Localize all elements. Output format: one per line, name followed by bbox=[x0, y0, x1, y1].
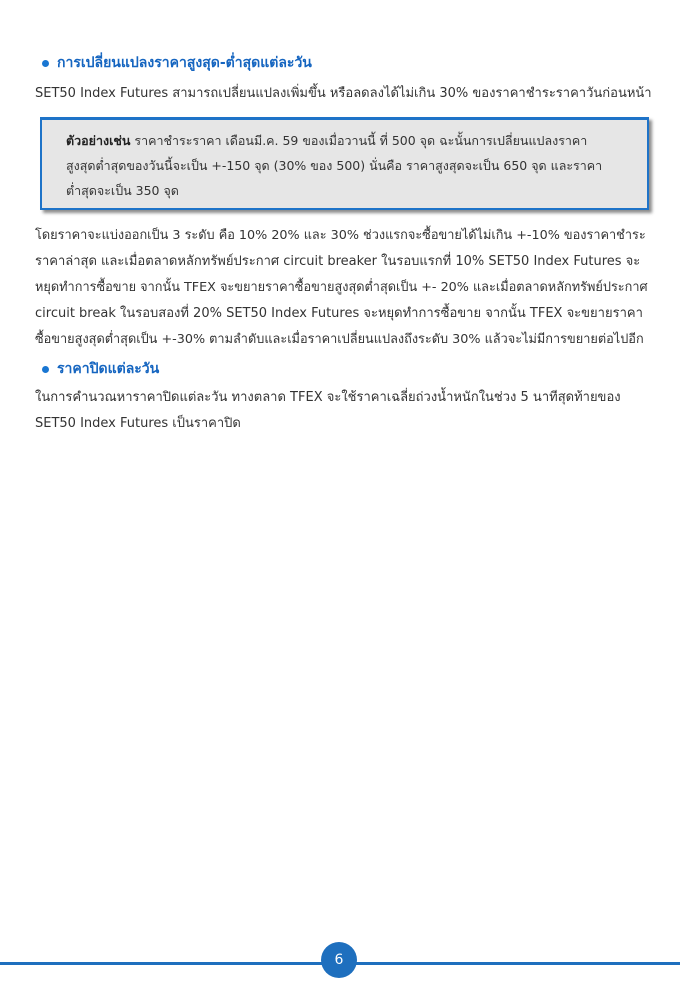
page-number: 6 bbox=[334, 952, 344, 968]
bullet-icon bbox=[42, 366, 49, 373]
example-line-3: ต่ำสุดจะเป็น 350 จุด bbox=[66, 183, 179, 198]
bullet-icon bbox=[42, 60, 49, 67]
page-number-badge bbox=[321, 942, 357, 978]
paragraph-line: ในการคำนวณหาราคาปิดแต่ละวัน ทางตลาด TFEX จะใช้ราคาเฉลี่ยถ่วงน้ำหนักในช่วง 5 นาทีสุดท้ายของ bbox=[35, 390, 621, 405]
paragraph-line: หยุดทำการซื้อขาย จากนั้น TFEX จะขยายราคาซื้อขายสูงสุดต่ำสุดเป็น +- 20% และเมื่อตลาดหลักทรัพย์ประกาศ bbox=[35, 280, 648, 295]
section-heading-text: การเปลี่ยนแปลงราคาสูงสุด-ต่ำสุดแต่ละวัน bbox=[57, 55, 312, 71]
intro-text: SET50 Index Futures สามารถเปลี่ยนแปลงเพิ่มขึ้น หรือลดลงได้ไม่เกิน 30% ของราคาชำระราคาวันก่อนหน้า bbox=[35, 86, 652, 101]
paragraph-line: โดยราคาจะแบ่งออกเป็น 3 ระดับ คือ 10% 20% และ 30% ช่วงแรกจะซื้อขายได้ไม่เกิน +-10% ของราคาชำระ bbox=[35, 228, 646, 243]
section-heading-text: ราคาปิดแต่ละวัน bbox=[57, 361, 160, 377]
paragraph-line: ซื้อขายสูงสุดต่ำสุดเป็น +-30% ตามลำดับและเมื่อราคาเปลี่ยนแปลงถึงระดับ 30% แล้วจะไม่มีการขยายต่อไปอีก bbox=[35, 332, 644, 347]
example-label: ตัวอย่างเช่น bbox=[66, 133, 131, 148]
paragraph-line: ราคาล่าสุด และเมื่อตลาดหลักทรัพย์ประกาศ circuit breaker ในรอบแรกที่ 10% SET50 Index Futures จะ bbox=[35, 254, 641, 269]
example-line-2: สูงสุดต่ำสุดของวันนี้จะเป็น +-150 จุด (30% ของ 500) นั่นคือ ราคาสูงสุดจะเป็น 650 จุด และราคา bbox=[66, 158, 603, 173]
paragraph-line: circuit break ในรอบสองที่ 20% SET50 Index Futures จะหยุดทำการซื้อขาย จากนั้น TFEX จะขยายราคา bbox=[35, 306, 643, 321]
section-heading-closing-price bbox=[42, 358, 159, 380]
example-box bbox=[40, 117, 649, 210]
example-line-1 bbox=[66, 130, 587, 152]
paragraph-line: SET50 Index Futures เป็นราคาปิด bbox=[35, 416, 241, 431]
example-line-1-text: ราคาชำระราคา เดือนมี.ค. 59 ของเมื่อวานนี้ ที่ 500 จุด ฉะนั้นการเปลี่ยนแปลงราคา bbox=[130, 133, 588, 148]
section-heading-price-change bbox=[42, 52, 312, 74]
